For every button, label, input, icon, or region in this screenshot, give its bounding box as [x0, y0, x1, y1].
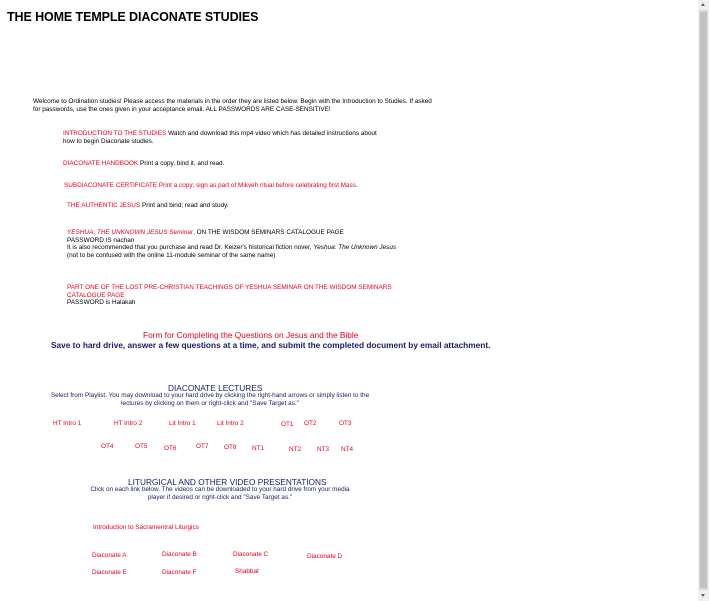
lectures-description	[30, 392, 390, 407]
lecture-link[interactable]: NT1	[252, 445, 265, 452]
lecture-link[interactable]: OT1	[281, 421, 294, 428]
scroll-up-arrow-icon[interactable]	[701, 3, 705, 6]
subdiaconate-link[interactable]: SUBDIACONATE CERTIFICATE	[64, 182, 158, 189]
form-instructions: Save to hard drive, answer a few questions at a time, and submit the completed document by email attachment.	[51, 340, 491, 350]
lecture-link[interactable]: HT Intro 1	[53, 420, 82, 427]
intro-desc-line2: how to begin Diaconate studies.	[63, 137, 154, 145]
questions-form-link[interactable]: Form for Completing the Questions on Jesus and the Bible	[143, 330, 359, 340]
videos-desc-line1: Click on each link below. The videos can be downloaded to your hard drive from your media	[90, 486, 350, 493]
lecture-link[interactable]: OT2	[304, 420, 317, 427]
lost-teachings-password: PASSWORD is Halakah	[67, 299, 136, 306]
subdiaconate-desc: Print a copy; sign as part of Mikveh ritual before celebrating first Mass.	[158, 182, 358, 189]
lecture-link[interactable]: Lit Intro 1	[169, 420, 196, 427]
lecture-link[interactable]: OT8	[224, 444, 237, 451]
lecture-link[interactable]: OT7	[196, 443, 209, 450]
video-link[interactable]: Diaconate B	[162, 551, 197, 558]
lecture-link[interactable]: OT5	[135, 443, 148, 450]
lost-teachings-link[interactable]: PART ONE OF THE LOST PRE-CHRISTIAN TEACHINGS OF YESHUA SEMINAR ON THE WISDOM SEMINARS	[67, 284, 392, 291]
liturgics-intro-link[interactable]: Introduction to Sacramentral Liturgics	[93, 524, 199, 531]
authentic-desc: Print and bind; read and study.	[141, 202, 229, 209]
lecture-link[interactable]: NT3	[317, 446, 330, 453]
scroll-thumb[interactable]	[700, 12, 707, 588]
lecture-link[interactable]: Lit Intro 2	[217, 420, 244, 427]
scroll-down-arrow-icon[interactable]	[701, 594, 705, 597]
intro-desc: Watch and download this mp4 video which has detailed instructions about	[168, 130, 377, 137]
yeshua-password: PASSWORD IS nachan	[67, 236, 135, 244]
intro-item	[63, 130, 377, 138]
lectures-heading: DIACONATE LECTURES	[168, 383, 263, 393]
videos-description	[60, 486, 380, 501]
yeshua-recommendation	[67, 244, 396, 252]
intro-studies-link[interactable]: INTRODUCTION TO THE STUDIES	[63, 130, 167, 137]
video-link[interactable]: Diaconate E	[92, 569, 127, 576]
lecture-link[interactable]: NT4	[341, 446, 354, 453]
welcome-text: Welcome to Ordination studies! Please access the materials in the order they are listed below. Begin with the Introduction to Studies. If asked for passwords, use the ones given in your acceptance email. ALL PASSWORDS ARE CASE-SENSITIVE!	[33, 98, 432, 113]
yeshua-rec-note: (not to be confused with the online 11-module seminar of the same name)	[67, 251, 276, 259]
lecture-link[interactable]: OT4	[101, 443, 114, 450]
lecture-link[interactable]: OT6	[164, 445, 177, 452]
lost-teachings-link-line2[interactable]: CATALOGUE PAGE	[67, 291, 125, 299]
video-link[interactable]: Diaconate F	[162, 569, 197, 576]
yeshua-item	[67, 229, 344, 237]
subdiaconate-item	[64, 182, 358, 190]
handbook-item	[63, 160, 224, 168]
yeshua-separator: ,	[193, 229, 195, 236]
video-link[interactable]: Diaconate C	[233, 551, 269, 558]
videos-heading: LITURGICAL AND OTHER VIDEO PRESENTATIONS	[128, 477, 327, 487]
yeshua-catalogue: ON THE WISDOM SEMINARS CATALOGUE PAGE	[196, 229, 344, 236]
vertical-scrollbar[interactable]	[698, 0, 709, 601]
lecture-link[interactable]: NT2	[289, 446, 302, 453]
lecture-link[interactable]: OT3	[339, 420, 352, 427]
authentic-item	[67, 202, 229, 210]
lecture-link[interactable]: HT Intro 2	[114, 420, 143, 427]
lectures-desc-line2: lectures by clicking on them or right-click and "Save Target as."	[121, 399, 299, 407]
yeshua-book-title: Yeshua: The Unknown Jesus	[313, 244, 397, 251]
video-link[interactable]: Shabbat	[235, 568, 259, 575]
authentic-jesus-link[interactable]: THE AUTHENTIC JESUS	[67, 202, 141, 209]
handbook-link[interactable]: DIACONATE HANDBOOK	[63, 160, 139, 167]
yeshua-rec-text: It is also recommended that you purchase and read Dr. Keizer's historical fiction nover,	[67, 244, 312, 251]
page-title: THE HOME TEMPLE DIACONATE STUDIES	[7, 10, 259, 24]
yeshua-seminar-link[interactable]: YESHUA: THE UNKNOWN JESUS Seminar	[67, 229, 194, 236]
lectures-desc-line1: Select from Playlist. You may download to your hard drive by clicking the right-hand arrows or simply listen to the	[50, 392, 370, 399]
video-link[interactable]: Diaconate A	[92, 552, 127, 559]
videos-desc-line2: player if desired or right-click and "Save Target as."	[147, 493, 293, 501]
video-link[interactable]: Diaconate D	[307, 553, 343, 560]
handbook-desc: Print a copy, bind it, and read.	[139, 160, 225, 167]
